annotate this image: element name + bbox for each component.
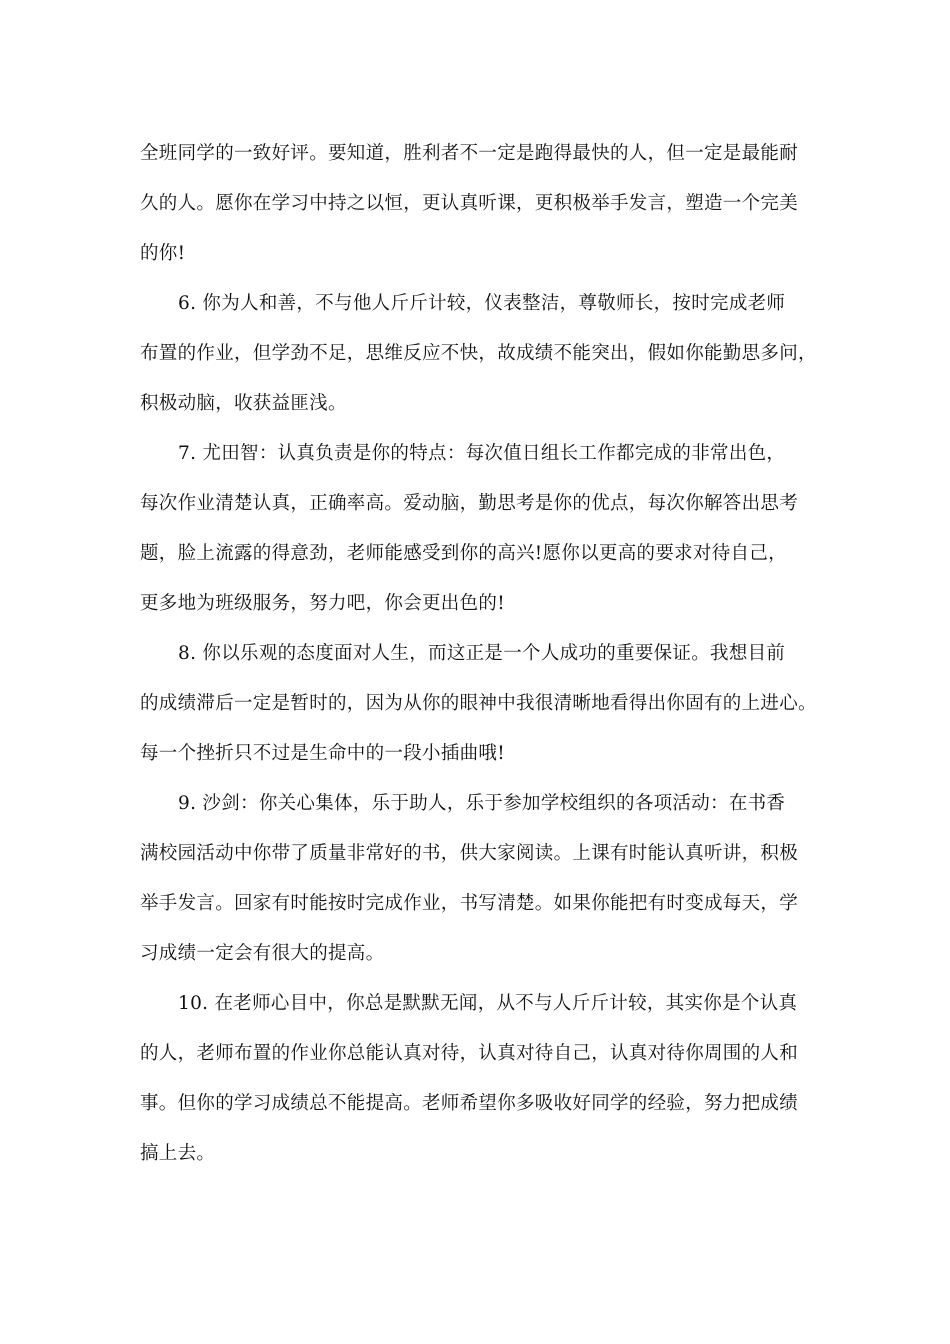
list-item-9-line: 9. 沙剑：你关心集体，乐于助人，乐于参加学校组织的各项活动：在书香 xyxy=(178,793,786,814)
text-line: 事。但你的学习成绩总不能提高。老师希望你多吸收好同学的经验，努力把成绩 xyxy=(140,1093,799,1114)
text-line: 的人，老师布置的作业你总能认真对待，认真对待自己，认真对待你周围的人和 xyxy=(140,1043,799,1064)
list-item-6-line: 6. 你为人和善，不与他人斤斤计较，仪表整洁，尊敬师长，按时完成老师 xyxy=(178,293,786,314)
text-line: 每一个挫折只不过是生命中的一段小插曲哦! xyxy=(140,743,505,764)
text-line: 每次作业清楚认真，正确率高。爱动脑，勤思考是你的优点，每次你解答出思考 xyxy=(140,493,799,514)
list-item-10-line: 10. 在老师心目中，你总是默默无闻，从不与人斤斤计较，其实你是个认真 xyxy=(178,993,798,1014)
text-line: 搞上去。 xyxy=(140,1143,216,1164)
text-line: 久的人。愿你在学习中持之以恒，更认真听课，更积极举手发言，塑造一个完美 xyxy=(140,193,799,214)
text-line: 举手发言。回家有时能按时完成作业，书写清楚。如果你能把有时变成每天，学 xyxy=(140,893,799,914)
text-line: 布置的作业，但学劲不足，思维反应不快，故成绩不能突出，假如你能勤思多问， xyxy=(140,343,817,364)
list-item-8-line: 8. 你以乐观的态度面对人生，而这正是一个人成功的重要保证。我想目前 xyxy=(178,643,786,664)
text-line: 题，脸上流露的得意劲，老师能感受到你的高兴!愿你以更高的要求对待自己， xyxy=(140,543,787,564)
list-item-7-line: 7. 尤田智：认真负责是你的特点：每次值日组长工作都完成的非常出色， xyxy=(178,443,786,464)
text-line: 的你! xyxy=(140,243,186,264)
text-line: 的成绩滞后一定是暂时的，因为从你的眼神中我很清晰地看得出你固有的上进心。 xyxy=(140,693,817,714)
text-line: 更多地为班级服务，努力吧，你会更出色的! xyxy=(140,593,505,614)
text-line: 习成绩一定会有很大的提高。 xyxy=(140,943,385,964)
text-line: 满校园活动中你带了质量非常好的书，供大家阅读。上课有时能认真听讲，积极 xyxy=(140,843,799,864)
text-line: 全班同学的一致好评。要知道，胜利者不一定是跑得最快的人，但一定是最能耐 xyxy=(140,143,799,164)
text-line: 积极动脑，收获益匪浅。 xyxy=(140,393,347,414)
